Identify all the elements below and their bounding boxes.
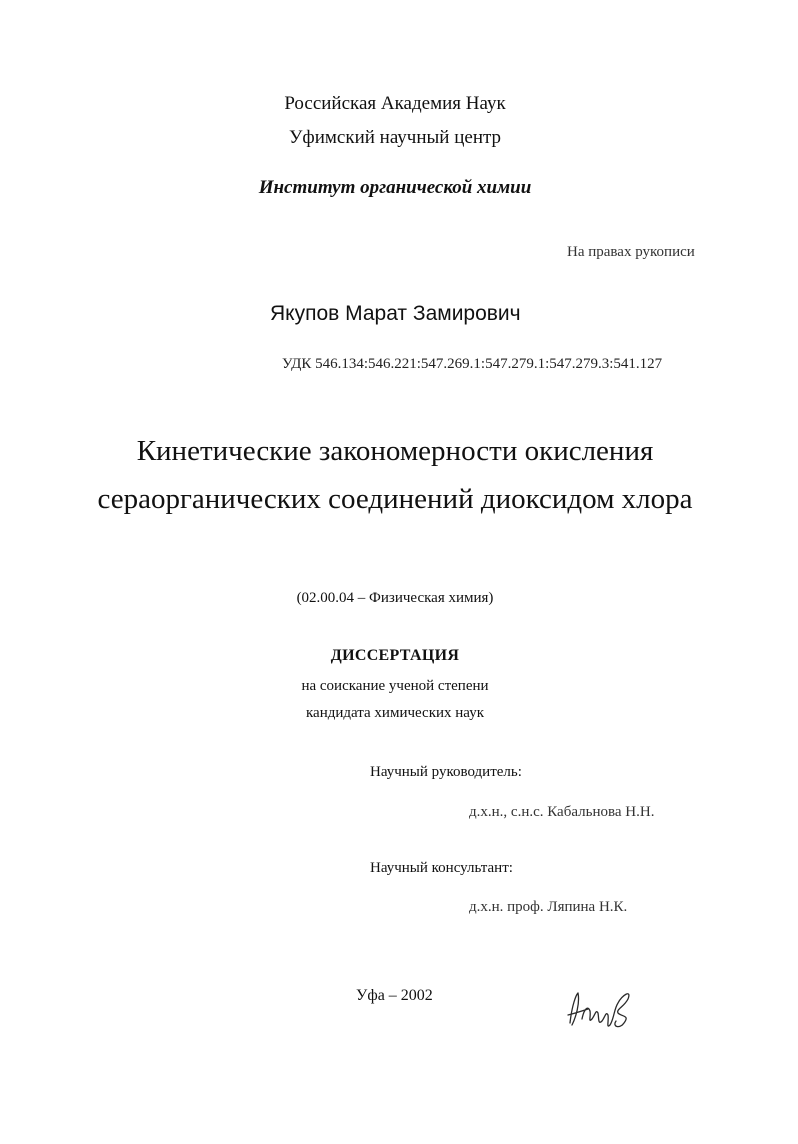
degree-line-1: на соискание ученой степени [301, 678, 489, 694]
academy-name: Российская Академия Наук [284, 93, 506, 114]
institute-name: Институт органической химии [258, 177, 532, 198]
author-name: Якупов Марат Замирович [270, 302, 521, 325]
specialty-code: (02.00.04 – Физическая химия) [296, 590, 494, 606]
handwritten-signature [562, 975, 634, 1035]
consultant-name: д.х.н. проф. Ляпина Н.К. [469, 899, 628, 915]
research-center-name: Уфимский научный центр [288, 127, 502, 148]
thesis-title-line-2: сераорганических соединений диоксидом хлора [97, 483, 693, 515]
degree-line-2: кандидата химических наук [305, 705, 484, 721]
udk-code: УДК 546.134:546.221:547.269.1:547.279.1:547.279.3:541.127 [282, 356, 663, 372]
dissertation-heading: ДИССЕРТАЦИЯ [330, 647, 460, 664]
city-year: Уфа – 2002 [356, 987, 433, 1004]
supervisor-name: д.х.н., с.н.с. Кабальнова Н.Н. [469, 804, 655, 820]
supervisor-label: Научный руководитель: [370, 764, 522, 780]
thesis-title-line-1: Кинетические закономерности окисления [136, 435, 654, 467]
consultant-label: Научный консультант: [370, 860, 513, 876]
manuscript-rights-note: На правах рукописи [567, 244, 695, 260]
